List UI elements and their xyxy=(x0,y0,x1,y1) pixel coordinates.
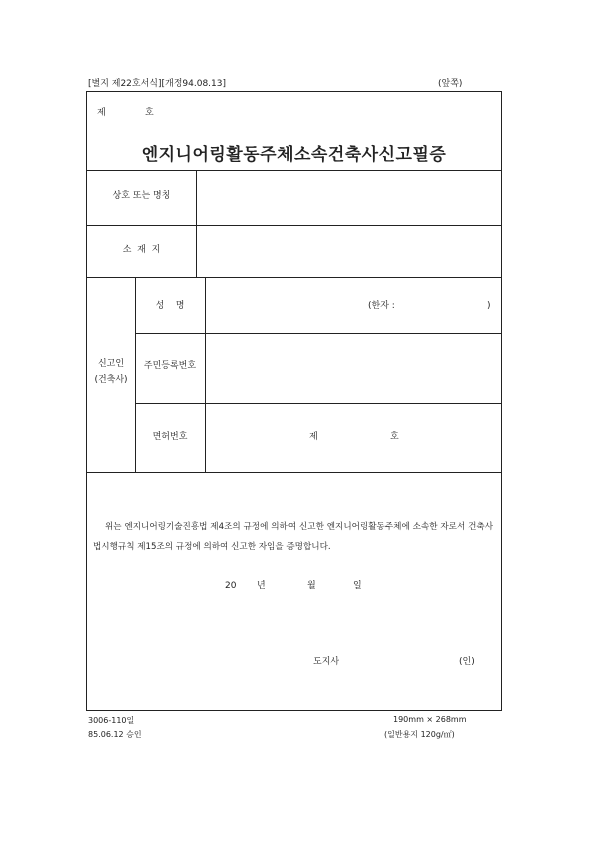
hanja-open: (한자 : xyxy=(368,301,395,311)
hanja-close: ) xyxy=(487,301,491,311)
form-reference: [별지 제22호서식][개정94.08.13] xyxy=(88,79,226,89)
side-indicator: (앞쪽) xyxy=(438,79,463,89)
paper-type: (일반용지 120g/㎡) xyxy=(384,730,455,739)
license-no-suffix: 호 xyxy=(390,432,399,442)
date-year-prefix: 20 xyxy=(225,581,237,591)
license-no-label: 면허번호 xyxy=(152,432,188,442)
issuer: 도지사 xyxy=(313,657,340,667)
number-label-ho: 호 xyxy=(145,108,154,118)
divider-trade-name xyxy=(87,225,501,226)
date-day: 일 xyxy=(353,581,362,591)
divider-resident-no xyxy=(135,403,501,404)
form-code: 3006-110일 xyxy=(88,716,135,725)
location-label: 소 재 지 xyxy=(122,245,161,255)
divider-title xyxy=(87,170,501,171)
seal-mark: (인) xyxy=(459,657,475,667)
divider-name xyxy=(135,333,501,334)
trade-name-label: 상호 또는 명칭 xyxy=(112,191,171,201)
certification-statement: 위는 엔지니어링기술진흥법 제4조의 규정에 의하여 신고한 엔지니어링활동주체에 소속한 자로서 건축사법시행규칙 제15조의 규정에 의하여 신고한 자임을 증명합니다. xyxy=(93,522,493,552)
paper-size: 190mm × 268mm xyxy=(393,715,467,724)
date-year: 년 xyxy=(257,581,266,591)
declarant-label: 신고인 xyxy=(97,359,125,369)
divider-vertical-top xyxy=(196,170,197,277)
name-label: 성 명 xyxy=(155,301,185,311)
certificate-form xyxy=(86,91,502,711)
date-month: 월 xyxy=(307,581,316,591)
form-title: 엔지니어링활동주체소속건축사신고필증 xyxy=(141,145,447,165)
license-no-prefix: 제 xyxy=(309,432,318,442)
approval-date: 85.06.12 승인 xyxy=(88,730,142,739)
divider-location xyxy=(87,277,501,278)
number-label-je: 제 xyxy=(97,108,106,118)
declarant-sub-label: (건축사) xyxy=(94,375,128,385)
resident-no-label: 주민등록번호 xyxy=(143,361,197,371)
divider-vertical-fields xyxy=(205,277,206,472)
divider-license xyxy=(87,472,501,473)
